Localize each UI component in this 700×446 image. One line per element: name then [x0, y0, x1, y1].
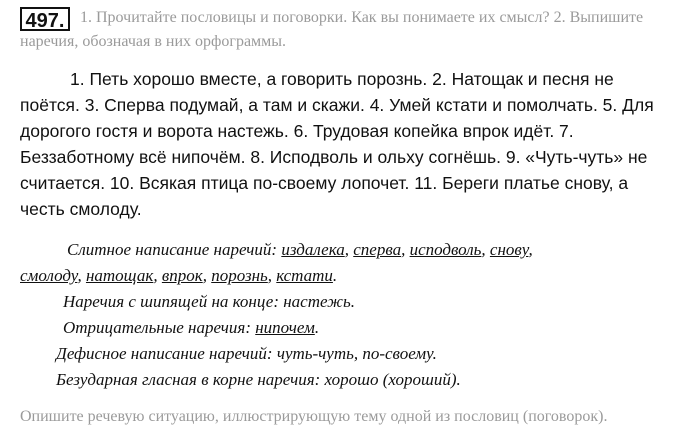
adverb-word: кстати — [276, 266, 333, 285]
solid-adverbs-line-1: Слитное написание наречий: издалека, сперва, исподволь, снову, — [67, 240, 533, 259]
adverb-word: впрок — [161, 266, 203, 285]
exercise-number: 497. — [20, 7, 70, 31]
hushing-adverbs-line: Наречия с шипящей на конце: настежь. — [63, 292, 355, 311]
adverb-word: натощак — [85, 266, 154, 285]
proverb-line-3: дорогого гостя и ворота настежь. 6. Трудовая копейка впрок идёт. 7. — [20, 121, 574, 141]
proverb-line-2: поётся. 3. Сперва подумай, а там и скажи. 4. Умей кстати и помолчать. 5. Для — [20, 95, 654, 115]
bottom-task: Опишите речевую ситуацию, иллюстрирующую тему одной из пословиц (поговорок). — [20, 408, 608, 425]
task-line-2: наречия, обозначая в них орфограммы. — [20, 33, 287, 50]
adverb-word: сперва — [353, 240, 402, 259]
hushing-label: Наречия с шипящей на конце: — [63, 292, 279, 311]
hushing-value: настежь — [283, 292, 351, 311]
hyphen-value: чуть-чуть, по-своему. — [276, 344, 437, 363]
adverb-word: смолоду — [20, 266, 78, 285]
adverb-word: порознь — [211, 266, 268, 285]
negative-label: Отрицательные наречия: — [63, 318, 251, 337]
vowel-label: Безударная гласная в корне наречия: — [56, 370, 321, 389]
proverb-line-1: 1. Петь хорошо вместе, а говорить порознь. 2. Натощак и песня не — [70, 69, 614, 89]
solid-adverbs-line-2: смолоду, натощак, впрок, порознь, кстати. — [20, 266, 338, 285]
negative-value: нипочем — [255, 318, 315, 337]
hyphen-label: Дефисное написание наречий: — [56, 344, 273, 363]
hyphen-adverbs-line — [56, 344, 437, 364]
adverb-word: снову — [489, 240, 529, 259]
unstressed-vowel-line — [56, 370, 461, 390]
task-line-1: 1. Прочитайте пословицы и поговорки. Как вы понимаете их смысл? 2. Выпишите — [80, 9, 644, 26]
vowel-value: хорошо (хороший). — [324, 370, 461, 389]
proverb-line-4: Беззаботному всё нипочём. 8. Исподволь и ольху согнёшь. 9. «Чуть-чуть» не — [20, 147, 648, 167]
proverb-line-5: считается. 10. Всякая птица по-своему лопочет. 11. Береги платье снову, а — [20, 173, 629, 193]
adverb-word: исподволь — [409, 240, 482, 259]
proverb-line-6: честь смолоду. — [20, 199, 142, 219]
negative-adverbs-line: Отрицательные наречия: нипочем. — [63, 318, 320, 337]
adverb-word: издалека — [281, 240, 345, 259]
solid-adverbs-label: Слитное написание наречий: — [67, 240, 278, 259]
